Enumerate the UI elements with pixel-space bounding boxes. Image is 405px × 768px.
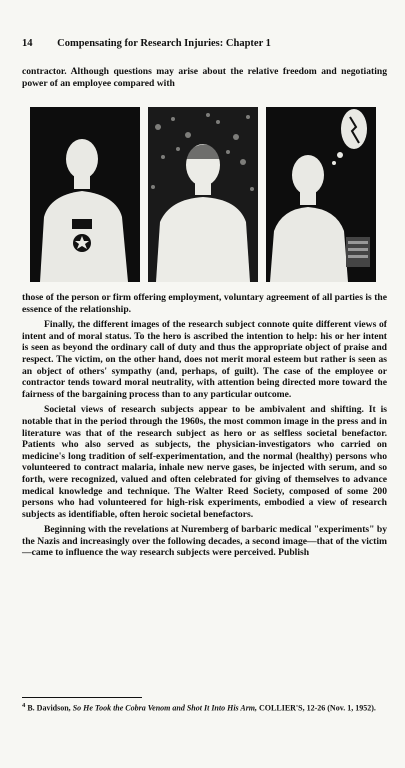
footnote-author: B. Davidson,: [27, 703, 71, 713]
page-number: 14: [22, 38, 33, 49]
paragraph: contractor. Although questions may arise about the relative freedom and negotiating power of an employee compared with: [22, 66, 387, 89]
footnote-source: COLLIER'S, 12-26 (Nov. 1, 1952).: [259, 703, 376, 713]
footnote-marker: 4: [22, 702, 26, 709]
text-after-figure: [22, 292, 387, 559]
figure-panel-subject: [266, 107, 376, 282]
footnote: [22, 701, 387, 714]
illustration-figure: [30, 107, 380, 282]
chapter-title: Compensating for Research Injuries: Chapter 1: [57, 38, 271, 49]
paragraph: those of the person or firm offering employment, voluntary agreement of all parties is the essence of the relationship.: [22, 292, 387, 315]
footnote-title: So He Took the Cobra Venom and Shot It Into His Arm,: [72, 703, 258, 713]
figure-panel-crowd: [148, 107, 258, 282]
footnote-divider: [22, 697, 142, 698]
paragraph: Societal views of research subjects appear to be ambivalent and shifting. It is notable that in the period through the 1960s, the most common image in the press and in literature was that of the research subject as hero or as selfless societal benefactor. Patients who also served as subjects, the physician-investigators who carried on medicine's long tradition of self-experimentation, and the normal (healthy) persons who volunteered to contract malaria, inhale new nerve gases, be injected with serum, and so forth, were recognized, valued and often celebrated for giving of themselves to advance medical knowledge and technique. The Walter Reed Society, composed of some 200 persons who had volunteered for high-risk experiments, embodied a view of research subjects as identifiable, often heroic societal benefactors.: [22, 404, 387, 520]
paragraph: Finally, the different images of the research subject connote quite different views of intent and of moral status. To the hero is ascribed the intention to help: his or her intent is seen as beyond the ordinary call of duty and thus the appropriate object of praise and respect. The victim, on the other hand, does not merit moral esteem but rather is seen as an object of others' sympathy (and, perhaps, of guilt). The case of the employee or contractor tends toward moral neutrality, with attention being directed more toward the fairness of the bargaining process than to any particular outcome.: [22, 319, 387, 400]
paragraph: Beginning with the revelations at Nuremberg of barbaric medical "experiments" by the Nazis and increasingly over the following decades, a second image—that of the victim—came to influence the way research subjects were perceived. Publish: [22, 524, 387, 559]
text-before-figure: [22, 66, 387, 89]
figure-panel-hero: [30, 107, 140, 282]
running-head: [22, 38, 382, 49]
